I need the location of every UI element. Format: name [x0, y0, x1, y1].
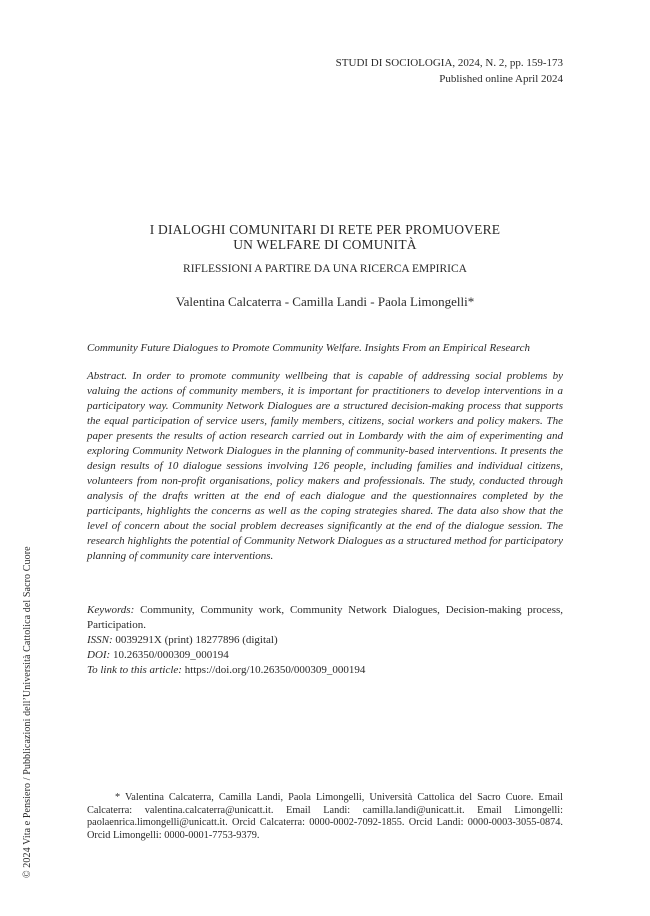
abstract: Abstract. In order to promote community wellbeing that is capable of addressing social problems by valuing the actions of community members, it is important for practitioners to develop interventions in a participatory way. Community Network Dialogues are a structured decision-making process that supports the equal participation of service users, family members, citizens, social workers and policy makers. The paper presents the results of action research carried out in Lombardy with the aim of experimenting and exploring Community Network Dialogues in the planning of community-based interventions. It presents the design results of 10 dialogue sessions involving 126 people, including families and individual citizens, volunteers from non-profit organisations, policy makers and professionals. The study, conducted through analysis of the drafts written at the end of each dialogue and the questionnaires completed by the participants, highlights the concerns as well as the coping strategies shared. The data also show that the level of concern about the social problem decreases significantly at the end of the dialogue session. The research highlights the potential of Community Network Dialogues as a structured method for participatory planning of community care interventions. [87, 370, 563, 562]
article-link-label: To link to this article: [87, 664, 182, 676]
doi-line [87, 648, 563, 663]
article-metadata [87, 603, 563, 678]
article-link-line [87, 663, 563, 678]
doi-value: 10.26350/000309_000194 [112, 649, 229, 661]
keywords-line [87, 603, 563, 633]
article-link[interactable]: https://doi.org/10.26350/000309_000194 [184, 664, 366, 676]
article-title-line-2: UN WELFARE DI COMUNITÀ [233, 237, 417, 252]
article-subtitle: RIFLESSIONI A PARTIRE DA UNA RICERCA EMPIRICA [183, 263, 467, 275]
keywords-label: Keywords: [87, 604, 135, 616]
english-title: Community Future Dialogues to Promote Community Welfare. Insights From an Empirical Research [87, 342, 531, 354]
issn-value: 0039291X (print) 18277896 (digital) [115, 634, 278, 646]
journal-citation: STUDI DI SOCIOLOGIA, 2024, N. 2, pp. 159-173 [335, 57, 563, 69]
title-block [87, 222, 563, 310]
footnote-text: * Valentina Calcaterra, Camilla Landi, Paola Limongelli, Università Cattolica del Sacro Cuore. Email Calcaterra: valentina.calcaterra@unicatt.it. Email Landi: camilla.landi@unicatt.it. Email Limongelli: paolaenrica.limongelli@unicatt.it. Orcid Calcaterra: 0000-0002-7092-1855. Orcid Landi: 0000-0003-3055-0874. Orcid Limongelli: 0000-0001-7753-9379. [87, 792, 563, 842]
journal-info [336, 55, 563, 87]
article-title-line-1: I DIALOGHI COMUNITARI DI RETE PER PROMUOVERE [149, 222, 501, 237]
author-footnote [87, 792, 563, 843]
doi-label: DOI: [87, 649, 111, 661]
article-authors: Valentina Calcaterra - Camilla Landi - Paola Limongelli* [175, 294, 475, 309]
publication-date: Published online April 2024 [439, 73, 563, 85]
keywords-value: Community, Community work, Community Network Dialogues, Decision-making process, Participation. [87, 604, 564, 631]
side-copyright: © 2024 Vita e Pensiero / Pubblicazioni dell’Università Cattolica del Sacro Cuore [22, 546, 33, 878]
issn-label: ISSN: [87, 634, 113, 646]
issn-line [87, 633, 563, 648]
